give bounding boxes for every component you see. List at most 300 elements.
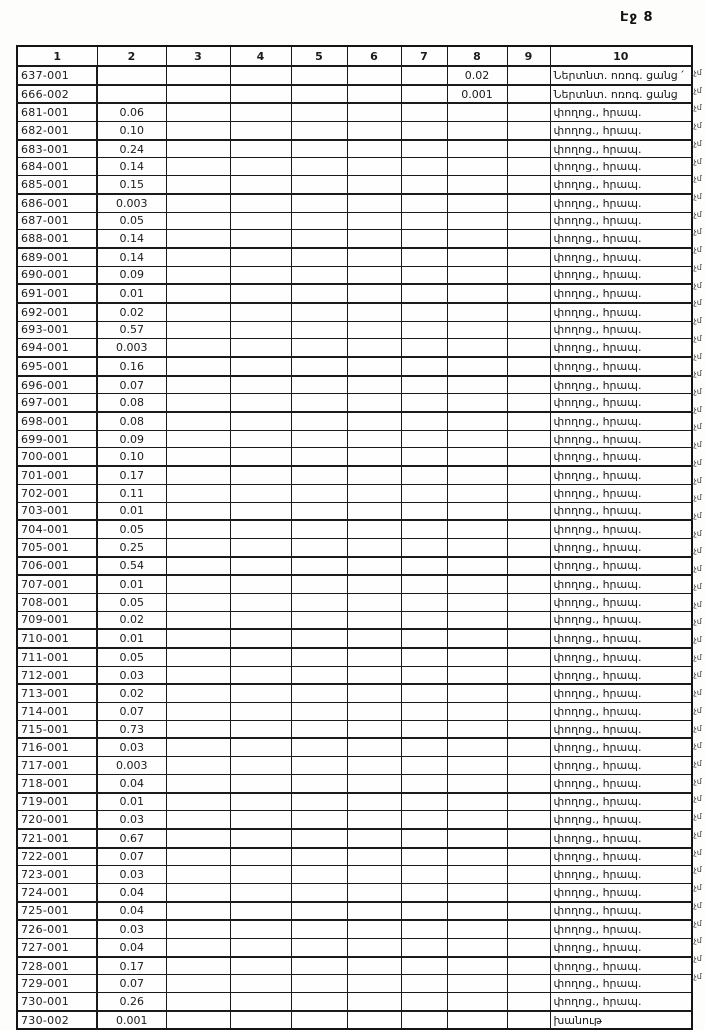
empty-col3-cell: [166, 629, 230, 648]
margin-fragment: .չմ: [691, 192, 702, 202]
empty-col6-cell: [347, 248, 401, 266]
table-row: [17, 284, 692, 303]
header-cell: 8: [447, 46, 507, 66]
value-col2-cell: 0.14: [97, 158, 166, 176]
description-cell: խանութ: [550, 1011, 692, 1030]
description-cell: փողոց., հրապ.: [550, 520, 692, 538]
table-row: [17, 593, 692, 611]
empty-col7-cell: [401, 321, 447, 339]
table-row: [17, 793, 692, 811]
empty-col5-cell: [291, 502, 347, 520]
empty-col9-cell: [507, 557, 550, 576]
empty-col7-cell: [401, 902, 447, 921]
code-cell: 723-001: [17, 866, 97, 884]
description-cell: փողոց., հրապ.: [550, 939, 692, 957]
empty-col6-cell: [347, 339, 401, 357]
empty-col4-cell: [230, 629, 291, 648]
empty-col3-cell: [166, 866, 230, 884]
table-row: [17, 194, 692, 212]
empty-col9-cell: [507, 575, 550, 593]
description-cell: փողոց., հրապ.: [550, 502, 692, 520]
empty-col7-cell: [401, 248, 447, 266]
value-col2-cell: 0.15: [97, 176, 166, 194]
empty-col4-cell: [230, 757, 291, 775]
empty-col7-cell: [401, 939, 447, 957]
empty-col4-cell: [230, 811, 291, 829]
table-row: [17, 611, 692, 629]
table-row: [17, 575, 692, 593]
empty-col9-cell: [507, 1011, 550, 1030]
empty-col5-cell: [291, 648, 347, 666]
table-row: [17, 430, 692, 448]
page-number-label: Էջ 8: [620, 10, 654, 25]
margin-fragment: .չմ: [691, 262, 702, 272]
code-cell: 687-001: [17, 212, 97, 230]
code-cell: 719-001: [17, 793, 97, 811]
empty-col3-cell: [166, 720, 230, 738]
empty-col3-cell: [166, 248, 230, 266]
header-cell: 9: [507, 46, 550, 66]
description-cell: փողոց., հրապ.: [550, 557, 692, 576]
empty-col3-cell: [166, 176, 230, 194]
code-cell: 698-001: [17, 412, 97, 430]
margin-fragment: .չմ: [691, 564, 702, 574]
value-col2-cell: 0.04: [97, 883, 166, 901]
empty-col5-cell: [291, 920, 347, 938]
right-margin-fragments: [691, 64, 705, 1003]
margin-fragment: .չմ: [691, 103, 702, 113]
table-row: [17, 412, 692, 430]
value-col8-cell: [447, 266, 507, 284]
empty-col3-cell: [166, 939, 230, 957]
code-cell: 691-001: [17, 284, 97, 303]
value-col8-cell: [447, 629, 507, 648]
empty-col5-cell: [291, 376, 347, 394]
empty-col4-cell: [230, 394, 291, 412]
value-col8-cell: [447, 212, 507, 230]
description-cell: փողոց., հրապ.: [550, 103, 692, 121]
value-col8-cell: [447, 993, 507, 1011]
margin-fragment: .չմ: [691, 900, 702, 910]
value-col2-cell: 0.09: [97, 430, 166, 448]
empty-col9-cell: [507, 502, 550, 520]
description-cell: փողոց., հրապ.: [550, 720, 692, 738]
code-cell: 697-001: [17, 394, 97, 412]
table-row: [17, 357, 692, 376]
empty-col7-cell: [401, 774, 447, 792]
data-table: [16, 45, 693, 1030]
margin-fragment: .չմ: [691, 333, 702, 343]
value-col2-cell: 0.24: [97, 140, 166, 158]
value-col2-cell: 0.03: [97, 920, 166, 938]
value-col2-cell: 0.03: [97, 666, 166, 684]
empty-col6-cell: [347, 430, 401, 448]
table-row: [17, 303, 692, 321]
empty-col4-cell: [230, 666, 291, 684]
description-cell: Ներտնտ. ոռոգ. ցանց ՛: [550, 66, 692, 85]
empty-col4-cell: [230, 684, 291, 702]
value-col2-cell: 0.02: [97, 611, 166, 629]
empty-col4-cell: [230, 303, 291, 321]
code-cell: 685-001: [17, 176, 97, 194]
code-cell: 730-002: [17, 1011, 97, 1030]
empty-col3-cell: [166, 194, 230, 212]
empty-col7-cell: [401, 575, 447, 593]
margin-fragment: .չմ: [691, 245, 702, 255]
description-cell: փողոց., հրապ.: [550, 284, 692, 303]
description-cell: փողոց., հրապ.: [550, 575, 692, 593]
description-cell: փողոց., հրապ.: [550, 230, 692, 248]
empty-col7-cell: [401, 1011, 447, 1030]
empty-col9-cell: [507, 266, 550, 284]
value-col8-cell: [447, 502, 507, 520]
empty-col3-cell: [166, 757, 230, 775]
empty-col3-cell: [166, 284, 230, 303]
table-row: [17, 883, 692, 901]
empty-col6-cell: [347, 993, 401, 1011]
margin-fragment: .չմ: [691, 776, 702, 786]
empty-col7-cell: [401, 394, 447, 412]
empty-col6-cell: [347, 774, 401, 792]
table-header-row: [17, 46, 692, 66]
description-cell: փողոց., հրապ.: [550, 266, 692, 284]
code-cell: 684-001: [17, 158, 97, 176]
empty-col5-cell: [291, 66, 347, 85]
empty-col4-cell: [230, 648, 291, 666]
margin-fragment: .չմ: [691, 794, 702, 804]
empty-col9-cell: [507, 412, 550, 430]
empty-col3-cell: [166, 466, 230, 484]
margin-fragment: .չմ: [691, 156, 702, 166]
empty-col4-cell: [230, 339, 291, 357]
empty-col5-cell: [291, 321, 347, 339]
value-col8-cell: [447, 394, 507, 412]
empty-col5-cell: [291, 538, 347, 556]
value-col8-cell: [447, 920, 507, 938]
empty-col6-cell: [347, 629, 401, 648]
empty-col6-cell: [347, 158, 401, 176]
value-col2-cell: 0.06: [97, 103, 166, 121]
value-col8-cell: [447, 194, 507, 212]
empty-col7-cell: [401, 703, 447, 721]
margin-fragment: .չմ: [691, 457, 702, 467]
empty-col9-cell: [507, 883, 550, 901]
table-row: [17, 866, 692, 884]
table-row: [17, 502, 692, 520]
value-col8-cell: [447, 140, 507, 158]
empty-col5-cell: [291, 448, 347, 466]
value-col8-cell: [447, 883, 507, 901]
empty-col7-cell: [401, 266, 447, 284]
table-row: [17, 774, 692, 792]
empty-col5-cell: [291, 284, 347, 303]
value-col2-cell: 0.03: [97, 738, 166, 756]
value-col8-cell: [447, 575, 507, 593]
description-cell: փողոց., հրապ.: [550, 412, 692, 430]
value-col8-cell: [447, 448, 507, 466]
empty-col3-cell: [166, 357, 230, 376]
code-cell: 709-001: [17, 611, 97, 629]
description-cell: փողոց., հրապ.: [550, 848, 692, 866]
margin-fragment: .չմ: [691, 581, 702, 591]
description-cell: Ներտնտ. ոռոգ. ցանց: [550, 85, 692, 104]
empty-col6-cell: [347, 376, 401, 394]
empty-col3-cell: [166, 611, 230, 629]
value-col8-cell: [447, 975, 507, 993]
empty-col7-cell: [401, 629, 447, 648]
value-col8-cell: 0.001: [447, 85, 507, 104]
empty-col6-cell: [347, 975, 401, 993]
empty-col3-cell: [166, 85, 230, 104]
header-cell: 4: [230, 46, 291, 66]
code-cell: 722-001: [17, 848, 97, 866]
value-col8-cell: [447, 230, 507, 248]
empty-col5-cell: [291, 575, 347, 593]
header-cell: 3: [166, 46, 230, 66]
empty-col6-cell: [347, 484, 401, 502]
empty-col6-cell: [347, 939, 401, 957]
value-col8-cell: [447, 1011, 507, 1030]
empty-col6-cell: [347, 103, 401, 121]
value-col8-cell: [447, 303, 507, 321]
empty-col6-cell: [347, 284, 401, 303]
empty-col5-cell: [291, 357, 347, 376]
table-row: [17, 266, 692, 284]
empty-col4-cell: [230, 993, 291, 1011]
description-cell: փողոց., հրապ.: [550, 122, 692, 140]
empty-col6-cell: [347, 122, 401, 140]
value-col2-cell: 0.54: [97, 557, 166, 576]
empty-col4-cell: [230, 1011, 291, 1030]
code-cell: 707-001: [17, 575, 97, 593]
margin-fragment: .չմ: [691, 227, 702, 237]
table-row: [17, 975, 692, 993]
empty-col4-cell: [230, 448, 291, 466]
value-col8-cell: [447, 648, 507, 666]
empty-col6-cell: [347, 866, 401, 884]
empty-col4-cell: [230, 957, 291, 975]
margin-fragment: .չմ: [691, 953, 702, 963]
margin-fragment: [691, 985, 705, 1003]
empty-col5-cell: [291, 593, 347, 611]
empty-col9-cell: [507, 866, 550, 884]
empty-col7-cell: [401, 376, 447, 394]
empty-col5-cell: [291, 975, 347, 993]
empty-col6-cell: [347, 848, 401, 866]
value-col8-cell: [447, 939, 507, 957]
code-cell: 703-001: [17, 502, 97, 520]
empty-col9-cell: [507, 993, 550, 1011]
table-row: [17, 85, 692, 104]
empty-col6-cell: [347, 357, 401, 376]
value-col8-cell: [447, 158, 507, 176]
empty-col9-cell: [507, 738, 550, 756]
empty-col7-cell: [401, 611, 447, 629]
empty-col3-cell: [166, 230, 230, 248]
table-row: [17, 394, 692, 412]
margin-fragment: .չմ: [691, 918, 702, 928]
table-row: [17, 939, 692, 957]
empty-col9-cell: [507, 140, 550, 158]
header-row: [17, 46, 692, 66]
empty-col5-cell: [291, 720, 347, 738]
table-row: [17, 1011, 692, 1030]
empty-col7-cell: [401, 466, 447, 484]
description-cell: փողոց., հրապ.: [550, 920, 692, 938]
description-cell: փողոց., հրապ.: [550, 738, 692, 756]
empty-col9-cell: [507, 666, 550, 684]
value-col8-cell: [447, 284, 507, 303]
empty-col6-cell: [347, 957, 401, 975]
value-col2-cell: 0.08: [97, 394, 166, 412]
empty-col6-cell: [347, 611, 401, 629]
empty-col4-cell: [230, 466, 291, 484]
value-col2-cell: 0.26: [97, 993, 166, 1011]
code-cell: 688-001: [17, 230, 97, 248]
code-cell: 727-001: [17, 939, 97, 957]
margin-fragment: .չմ: [691, 280, 702, 290]
value-col8-cell: [447, 866, 507, 884]
empty-col9-cell: [507, 357, 550, 376]
code-cell: 724-001: [17, 883, 97, 901]
empty-col7-cell: [401, 557, 447, 576]
value-col8-cell: [447, 176, 507, 194]
code-cell: 695-001: [17, 357, 97, 376]
margin-fragment: .չմ: [691, 404, 702, 414]
value-col8-cell: [447, 430, 507, 448]
description-cell: փողոց., հրապ.: [550, 866, 692, 884]
empty-col9-cell: [507, 176, 550, 194]
value-col2-cell: 0.17: [97, 957, 166, 975]
empty-col6-cell: [347, 575, 401, 593]
table-row: [17, 520, 692, 538]
code-cell: 715-001: [17, 720, 97, 738]
empty-col5-cell: [291, 339, 347, 357]
empty-col4-cell: [230, 557, 291, 576]
margin-fragment: .չմ: [691, 85, 702, 95]
empty-col3-cell: [166, 266, 230, 284]
empty-col9-cell: [507, 194, 550, 212]
empty-col7-cell: [401, 920, 447, 938]
value-col8-cell: [447, 248, 507, 266]
description-cell: փողոց., հրապ.: [550, 176, 692, 194]
empty-col3-cell: [166, 648, 230, 666]
code-cell: 706-001: [17, 557, 97, 576]
code-cell: 717-001: [17, 757, 97, 775]
header-cell: 10: [550, 46, 692, 66]
code-cell: 718-001: [17, 774, 97, 792]
empty-col5-cell: [291, 793, 347, 811]
value-col8-cell: [447, 376, 507, 394]
table-row: [17, 666, 692, 684]
empty-col4-cell: [230, 793, 291, 811]
empty-col6-cell: [347, 230, 401, 248]
value-col2-cell: 0.17: [97, 466, 166, 484]
empty-col6-cell: [347, 666, 401, 684]
code-cell: 714-001: [17, 703, 97, 721]
empty-col3-cell: [166, 412, 230, 430]
empty-col6-cell: [347, 1011, 401, 1030]
value-col2-cell: 0.09: [97, 266, 166, 284]
margin-fragment: .չմ: [691, 298, 702, 308]
table-row: [17, 484, 692, 502]
empty-col4-cell: [230, 939, 291, 957]
empty-col7-cell: [401, 811, 447, 829]
empty-col5-cell: [291, 484, 347, 502]
empty-col3-cell: [166, 738, 230, 756]
empty-col5-cell: [291, 430, 347, 448]
empty-col9-cell: [507, 303, 550, 321]
value-col8-cell: [447, 412, 507, 430]
value-col2-cell: [97, 85, 166, 104]
margin-fragment: .չմ: [691, 971, 702, 981]
empty-col6-cell: [347, 757, 401, 775]
empty-col3-cell: [166, 793, 230, 811]
empty-col9-cell: [507, 629, 550, 648]
empty-col9-cell: [507, 920, 550, 938]
header-cell: 1: [17, 46, 97, 66]
empty-col7-cell: [401, 194, 447, 212]
value-col2-cell: 0.07: [97, 975, 166, 993]
empty-col9-cell: [507, 538, 550, 556]
value-col8-cell: [447, 321, 507, 339]
code-cell: 712-001: [17, 666, 97, 684]
description-cell: փողոց., հրապ.: [550, 448, 692, 466]
empty-col4-cell: [230, 412, 291, 430]
margin-fragment: .չմ: [691, 829, 702, 839]
empty-col5-cell: [291, 848, 347, 866]
table-row: [17, 448, 692, 466]
empty-col4-cell: [230, 176, 291, 194]
table-row: [17, 648, 692, 666]
empty-col6-cell: [347, 266, 401, 284]
table-row: [17, 829, 692, 848]
empty-col7-cell: [401, 357, 447, 376]
value-col2-cell: 0.04: [97, 774, 166, 792]
empty-col9-cell: [507, 757, 550, 775]
margin-fragment: .չմ: [691, 121, 702, 131]
description-cell: փողոց., հրապ.: [550, 883, 692, 901]
table-row: [17, 703, 692, 721]
code-cell: 701-001: [17, 466, 97, 484]
empty-col3-cell: [166, 158, 230, 176]
margin-fragment: .չմ: [691, 670, 702, 680]
table-row: [17, 212, 692, 230]
value-col2-cell: 0.01: [97, 575, 166, 593]
margin-fragment: .չմ: [691, 316, 702, 326]
code-cell: 689-001: [17, 248, 97, 266]
empty-col5-cell: [291, 248, 347, 266]
empty-col3-cell: [166, 920, 230, 938]
empty-col5-cell: [291, 757, 347, 775]
empty-col9-cell: [507, 430, 550, 448]
table-row: [17, 720, 692, 738]
empty-col9-cell: [507, 321, 550, 339]
value-col2-cell: 0.01: [97, 629, 166, 648]
empty-col7-cell: [401, 848, 447, 866]
empty-col7-cell: [401, 85, 447, 104]
description-cell: փողոց., հրապ.: [550, 611, 692, 629]
empty-col7-cell: [401, 738, 447, 756]
empty-col9-cell: [507, 103, 550, 121]
empty-col3-cell: [166, 993, 230, 1011]
description-cell: փողոց., հրապ.: [550, 648, 692, 666]
code-cell: 730-001: [17, 993, 97, 1011]
empty-col9-cell: [507, 829, 550, 848]
empty-col9-cell: [507, 848, 550, 866]
table-row: [17, 339, 692, 357]
empty-col4-cell: [230, 85, 291, 104]
